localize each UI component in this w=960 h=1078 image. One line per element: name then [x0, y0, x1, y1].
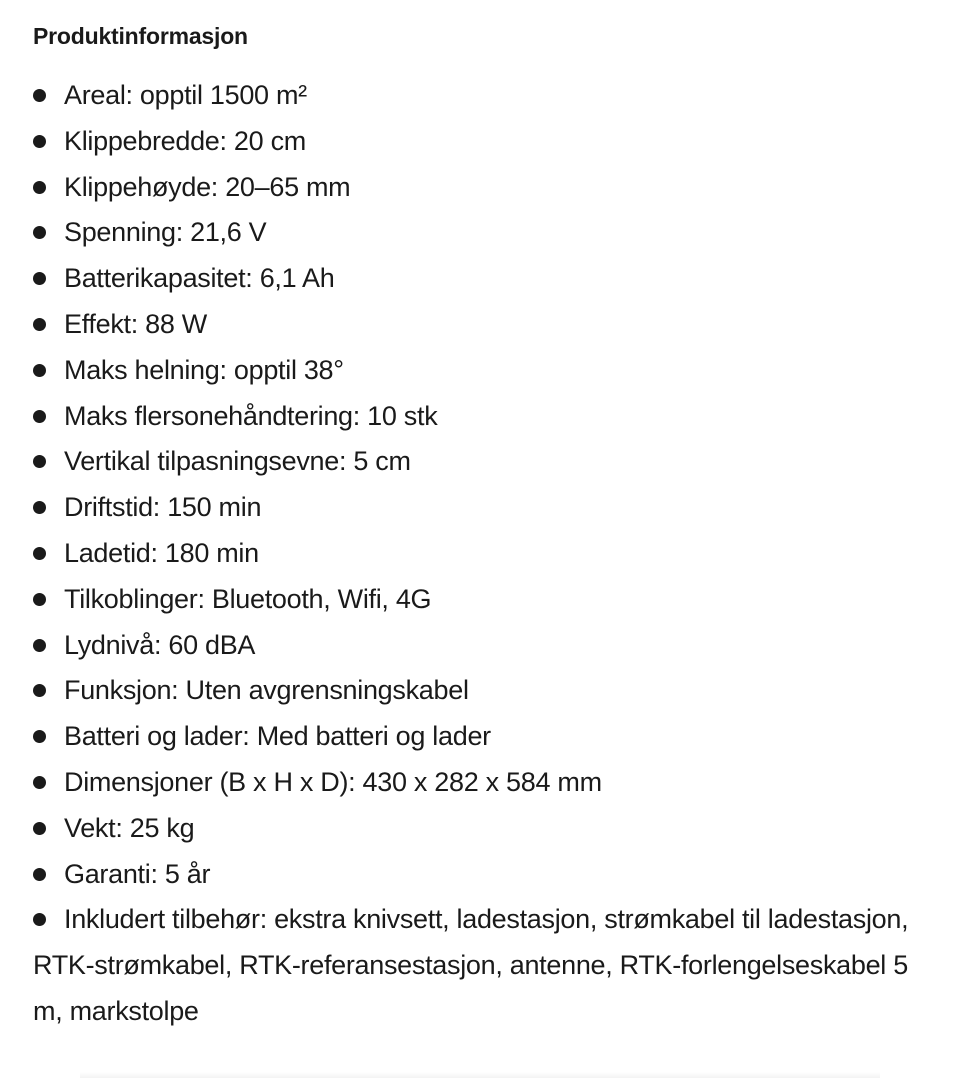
bullet-icon	[33, 547, 46, 560]
section-title: Produktinformasjon	[33, 23, 248, 49]
spec-item-tilkoblinger	[33, 577, 923, 623]
spec-item-effekt	[33, 302, 923, 348]
spec-list	[33, 73, 923, 1035]
bullet-icon	[33, 272, 46, 285]
bullet-icon	[33, 593, 46, 606]
spec-text: Ladetid: 180 min	[64, 537, 259, 568]
spec-text: Driftstid: 150 min	[64, 492, 262, 523]
spec-item-lydniva	[33, 623, 923, 669]
spec-text: Batteri og lader: Med batteri og lader	[64, 721, 491, 752]
spec-item-dimensjoner	[33, 760, 923, 806]
spec-text: Effekt: 88 W	[64, 308, 207, 339]
bullet-icon	[33, 639, 46, 652]
spec-item-ladetid	[33, 531, 923, 577]
spec-text: Dimensjoner (B x H x D): 430 x 282 x 584 mm	[64, 766, 602, 797]
bullet-icon	[33, 364, 46, 377]
spec-text: Garanti: 5 år	[64, 858, 211, 889]
spec-text: Tilkoblinger: Bluetooth, Wifi, 4G	[64, 583, 432, 614]
bullet-icon	[33, 318, 46, 331]
spec-text: Klippehøyde: 20–65 mm	[64, 171, 351, 202]
spec-text: Vertikal tilpasningsevne: 5 cm	[64, 446, 411, 477]
spec-text: Lydnivå: 60 dBA	[64, 629, 256, 660]
bullet-icon	[33, 684, 46, 697]
spec-text: Batterikapasitet: 6,1 Ah	[64, 263, 335, 294]
bullet-icon	[33, 822, 46, 835]
bullet-icon	[33, 776, 46, 789]
bullet-icon	[33, 730, 46, 743]
spec-item-inkludert-tilbehor	[33, 897, 923, 1034]
spec-text: Inkludert tilbehør: ekstra knivsett, ladestasjon, strømkabel til ladestasjon, RTK-strømkabel, RTK-referansestasjon, antenne, RTK-forlengelseskabel 5 m, markstolpe	[33, 904, 909, 1026]
bullet-icon	[33, 501, 46, 514]
spec-text: Funksjon: Uten avgrensningskabel	[64, 675, 469, 706]
spec-text: Vekt: 25 kg	[64, 812, 195, 843]
spec-item-vekt	[33, 806, 923, 852]
bullet-icon	[33, 135, 46, 148]
bullet-icon	[33, 410, 46, 423]
spec-text: Maks helning: opptil 38°	[64, 354, 344, 385]
spec-item-maks-helning	[33, 348, 923, 394]
spec-text: Maks flersonehåndtering: 10 stk	[64, 400, 438, 431]
bullet-icon	[33, 913, 46, 926]
bullet-icon	[33, 868, 46, 881]
bullet-icon	[33, 181, 46, 194]
spec-item-flersone	[33, 394, 923, 440]
spec-item-funksjon	[33, 668, 923, 714]
spec-text: Spenning: 21,6 V	[64, 217, 267, 248]
spec-item-driftstid	[33, 485, 923, 531]
spec-item-klippehoyde	[33, 165, 923, 211]
spec-text: Klippebredde: 20 cm	[64, 125, 306, 156]
spec-item-vertikal-tilpasning	[33, 439, 923, 485]
spec-item-batteri-og-lader	[33, 714, 923, 760]
spec-item-batterikapasitet	[33, 256, 923, 302]
spec-item-areal	[33, 73, 923, 119]
bullet-icon	[33, 226, 46, 239]
spec-item-spenning	[33, 210, 923, 256]
bottom-fade-divider	[80, 1072, 880, 1078]
bullet-icon	[33, 89, 46, 102]
bullet-icon	[33, 455, 46, 468]
spec-item-klippebredde	[33, 119, 923, 165]
spec-text: Areal: opptil 1500 m²	[64, 80, 307, 110]
spec-item-garanti	[33, 852, 923, 898]
